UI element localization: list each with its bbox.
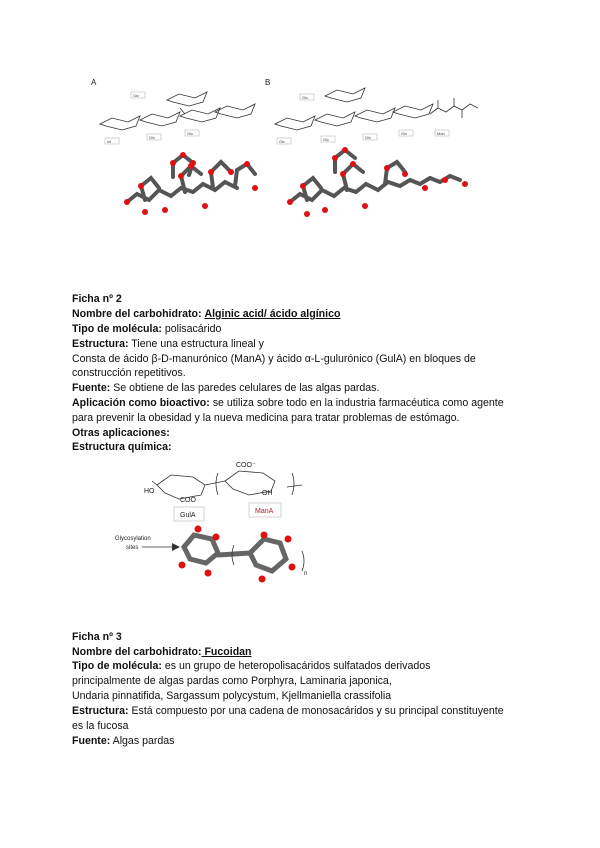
- panel-b-label: B: [265, 78, 271, 87]
- panel-a-label: A: [91, 78, 97, 87]
- coo-label: COO: [180, 497, 196, 504]
- aplicacion-value: se utiliza sobre todo en la industria farmacéutica como agente: [209, 397, 504, 409]
- ficha-2-estructura: [72, 338, 264, 351]
- nombre-label: Nombre del carbohidrato:: [72, 308, 202, 320]
- ficha-2-estructura-line2: Consta de ácido β-D-manurónico (ManA) y ácido α-L-gulurónico (GulA) en bloques de: [72, 353, 476, 365]
- panel-b-label-3: Glc: [323, 137, 329, 142]
- aplicacion-label: Aplicación como bioactivo:: [72, 397, 210, 409]
- ficha-2-estructura-quimica: Estructura química:: [72, 441, 172, 453]
- ficha-3-tipo-line2: principalmente de algas pardas como Porphyra, Laminaria japonica,: [72, 675, 392, 687]
- ficha-2-aplicacion-line2: para prevenir la obesidad y la nueva medicina para tratar problemas de estómago.: [72, 412, 460, 424]
- panel-b-label-2: Glc: [279, 139, 285, 144]
- ficha-3-tipo-value: es un grupo de heteropolisacáridos sulfatados derivados: [161, 660, 431, 672]
- panel-a-skeletal: [100, 92, 255, 130]
- alginate-3d-model: [179, 526, 308, 583]
- estructura-label: Estructura:: [72, 338, 129, 350]
- molecular-model-a: [124, 152, 258, 215]
- ficha-3-tipo-line3: Undaria pinnatifida, Sargassum polycystum, Kjellmaniella crassifolia: [72, 690, 392, 702]
- ficha-3-estructura-value: Está compuesto por una cadena de monosacáridos y su principal constituyente: [128, 705, 504, 717]
- fuente-label: Fuente:: [72, 382, 111, 394]
- ficha-3-nombre-label: Nombre del carbohidrato:: [72, 646, 202, 658]
- panel-a-label-1: Inl: [107, 139, 112, 144]
- tipo-value: polisacárido: [161, 323, 222, 335]
- panel-b-label-6: Man: [437, 131, 445, 136]
- ficha-3-tipo: [72, 660, 430, 673]
- ficha-3-fuente: [72, 735, 174, 748]
- mana-label: ManA: [255, 508, 274, 515]
- ficha-3-tipo-label: Tipo de molécula:: [72, 660, 162, 672]
- ficha-3-estructura: [72, 705, 504, 718]
- ficha-2-nombre: [72, 308, 340, 321]
- coo-minus-label: COO⁻: [236, 462, 256, 469]
- panel-a-label-2: Glc: [149, 135, 155, 140]
- oh-label: OH: [262, 490, 273, 497]
- gula-label: GulA: [180, 512, 196, 519]
- ficha-3-fuente-label: Fuente:: [72, 735, 111, 747]
- ficha-3-estructura-label: Estructura:: [72, 705, 129, 717]
- panel-a-label-4: Glc: [133, 93, 139, 98]
- ficha-2-aplicacion: [72, 397, 504, 410]
- panel-b-label-1: Glc: [302, 95, 308, 100]
- ficha-3-nombre-value: Fucoidan: [201, 646, 252, 658]
- ficha-2-estructura-line3: construcción repetitivos.: [72, 367, 186, 379]
- alginate-structure-figure: [112, 455, 322, 600]
- ficha-2-heading: Ficha nº 2: [72, 293, 122, 305]
- panel-b-label-5: Glc: [401, 131, 407, 136]
- panel-a-label-3: Glc: [187, 131, 193, 136]
- tipo-label: Tipo de molécula:: [72, 323, 162, 335]
- fuente-value: Se obtiene de las paredes celulares de las algas pardas.: [110, 382, 380, 394]
- nombre-value: Alginic acid/ ácido algínico: [204, 308, 341, 320]
- ficha-3-heading: Ficha nº 3: [72, 631, 122, 643]
- estructura-value: Tiene una estructura lineal y: [128, 338, 264, 350]
- n-label: n: [304, 571, 308, 577]
- molecular-model-b: [287, 147, 468, 217]
- ficha-2-otras: Otras aplicaciones:: [72, 427, 170, 439]
- ho-label: HO: [144, 488, 155, 495]
- ficha-3-nombre: [72, 646, 252, 659]
- glycosylation-label: Glycosylation: [115, 536, 151, 542]
- ficha-2-fuente: [72, 382, 379, 395]
- polysaccharide-structures-figure: [85, 72, 485, 227]
- sites-label: sites: [126, 545, 139, 551]
- ficha-2-tipo: [72, 323, 221, 336]
- ficha-3-estructura-line2: es la fucosa: [72, 720, 129, 732]
- ficha-3-fuente-value: Algas pardas: [110, 735, 175, 747]
- panel-b-label-4: Glc: [365, 135, 371, 140]
